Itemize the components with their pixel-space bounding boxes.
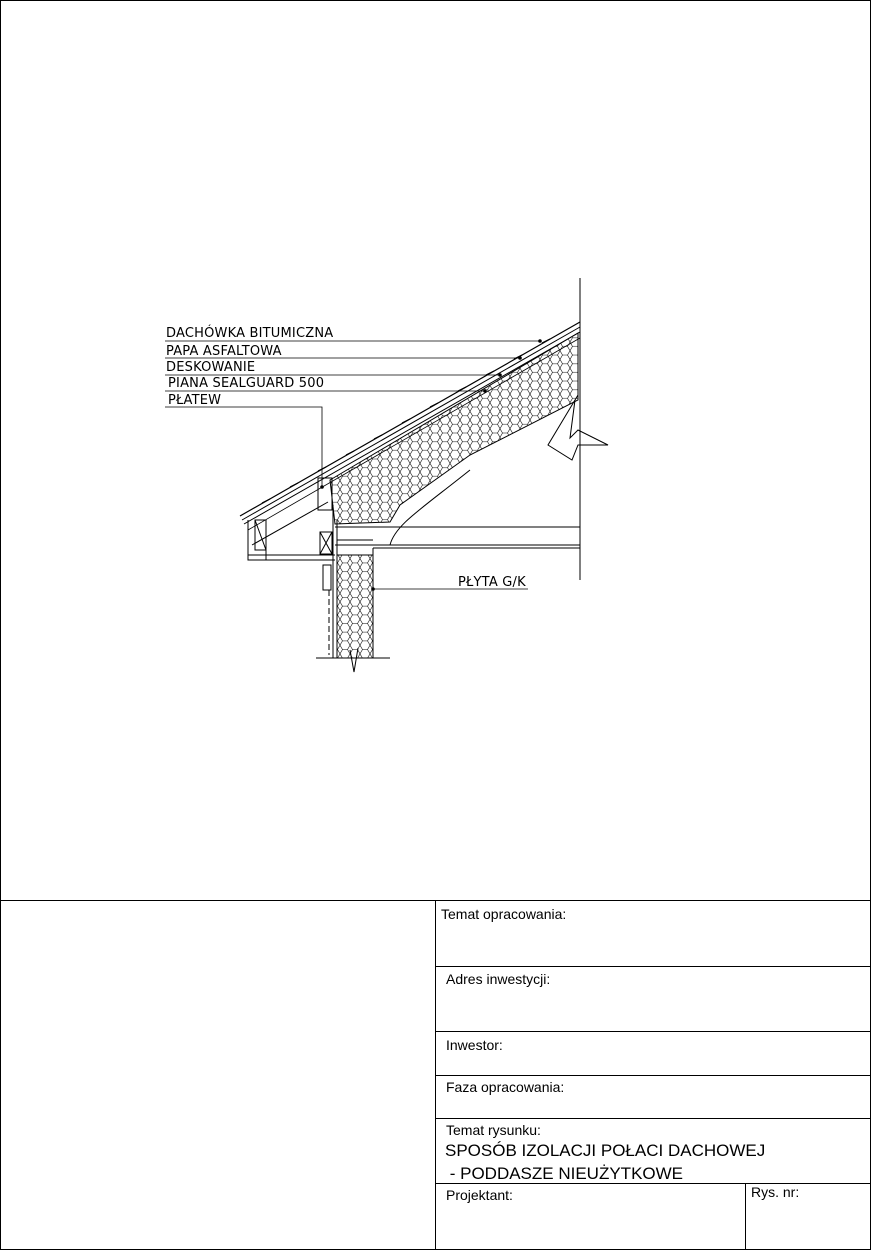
temat-opracowania-label: Temat opracowania: (441, 906, 567, 922)
callout-plyta-gk: PŁYTA G/K (458, 575, 526, 590)
title-block-row-divider (435, 1075, 870, 1076)
callout-platew: PŁATEW (168, 393, 222, 408)
title-block-row-divider (435, 1031, 870, 1032)
inwestor-label: Inwestor: (446, 1037, 503, 1053)
projektant-label: Projektant: (446, 1187, 513, 1203)
temat-rysunku-line2: - PODDASZE NIEUŻYTKOWE (445, 1164, 684, 1183)
callout-deskowanie: DESKOWANIE (166, 360, 256, 375)
title-block-row-divider (435, 1118, 870, 1119)
adres-inwestycji-label: Adres inwestycji: (446, 971, 551, 987)
callout-piana-sealguard: PIANA SEALGUARD 500 (168, 376, 325, 391)
roof-foam-insulation (330, 333, 578, 524)
temat-rysunku-line1: SPOSÓB IZOLACJI POŁACI DACHOWEJ (445, 1141, 766, 1160)
temat-rysunku-label: Temat rysunku: (446, 1122, 541, 1138)
title-block-row-divider (435, 966, 870, 967)
faza-opracowania-label: Faza opracowania: (446, 1079, 565, 1095)
roof-layers (240, 322, 580, 530)
title-block-cell-divider (745, 1183, 746, 1249)
callout-papa-asfaltowa: PAPA ASFALTOWA (166, 344, 282, 359)
rys-nr-label: Rys. nr: (751, 1184, 800, 1200)
wall-foam-insulation (337, 555, 373, 658)
rafter-and-eaves (248, 502, 335, 560)
callout-dachowka-bitumiczna: DACHÓWKA BITUMICZNA (166, 326, 334, 341)
